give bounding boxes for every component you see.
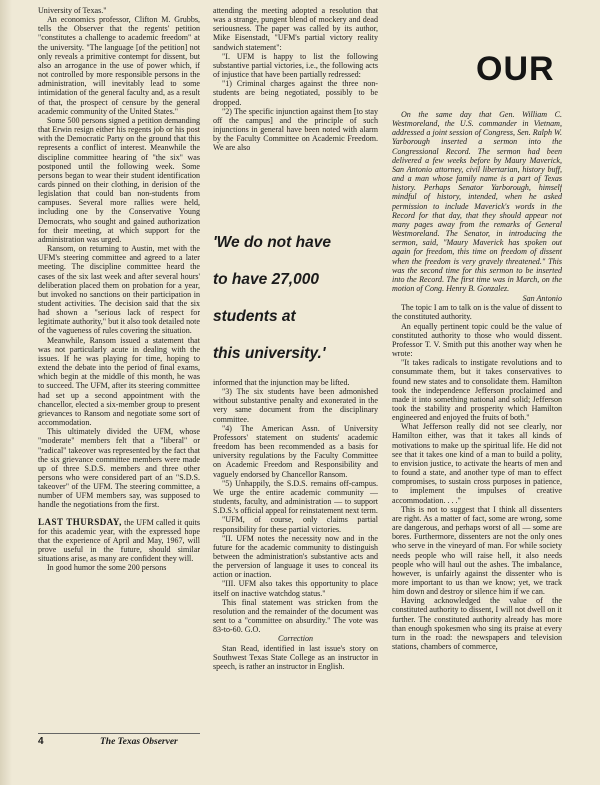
lead-in-text: LAST THURSDAY, xyxy=(38,516,122,527)
column-left xyxy=(38,6,200,741)
section-heading: OUR xyxy=(476,50,555,88)
paragraph: This is not to suggest that I think all dissenters are right. As a matter of fact, some are wrong, some are dangerous, and perhaps worst of all — some are bores. Furthermore, dissenters are not the only ones who serve in the vineyard of man. For while society needs people who will raise hell, it also needs people who will haul out the ashes. The imbalance, however, is unfairly against the dissenter who is more important to us than we know; yet, we track him down and destroy or silence him if we can. xyxy=(392,504,562,597)
paragraph: "5) Unhappily, the S.D.S. remains off-campus. We urge the entire academic community — students, faculty, and administration — to support S.D.S.'s official appeal for reinstatement next term. xyxy=(213,478,378,516)
paragraph: "2) The specific injunction against them [to stay off the campus] and the principle of such injunctions in general have been noted with alarm by the Faculty Committee on Academic Freedom. We are also xyxy=(213,106,378,153)
paragraph: What Jefferson really did not see clearly, nor Hamilton either, was that it takes all kinds of motivations to make up the spiritual life. He did not see that it takes one kind of a man to build a polity, to envision justice, to activate the hearts of men and to found a state, and another type of man to effect compromises, to sustain cross purposes in patience, to implement the impulses of creative accommodation. . . ." xyxy=(392,422,562,505)
correction-text: Stan Read, identified in last issue's story on Southwest Texas State College as an instructor in speech, is rather an instructor in English. xyxy=(213,643,378,671)
paragraph: "II. UFM notes the necessity now and in the future for the academic community to distinguish between the administration's substantive acts and the perversion of language it uses to conceal its action or inaction. xyxy=(213,533,378,580)
paragraph: "4) The American Assn. of University Professors' statement on students' academic freedom has been recommended as a basis for university regulations by the Faculty Committee on Academic Freedom and Responsibility and vaguely endorsed by Chancellor Ransom. xyxy=(213,423,378,479)
footer-rule xyxy=(38,733,200,734)
pull-quote-line: this university.' xyxy=(213,345,326,362)
paragraph: University of Texas." xyxy=(38,6,107,15)
paragraph: This ultimately divided the UFM, whose "moderate" members felt that a "liberal" or "radical" takeover was represented by the fact that the six grievance committee members were made up of three S.D.S. members and three other persons who were considered part of an "S.D.S. takeover" of the UFM. The steering committee, a number of UFM members say, was supposed to handle the negotiations from the first. xyxy=(38,427,200,510)
paragraph: Some 500 persons signed a petition demanding that Erwin resign either his regents job or his post with the Democratic Party on the ground that this represents a conflict of interest. Meanwhile the discipline committee hearing of "the six" was postponed until the following week. Some persons began to wear their student identification cards pinned on their clothing, in derision of the legislation that could ban non-students from campuses. Several more rallies were held, including one by the Conservative Young Democrats, who sought and gained authorization for their meeting, at which support for the administration was urged. xyxy=(38,115,200,244)
paragraph: "1) Criminal charges against the three non-students are being negotiated, possibly to be dropped. xyxy=(213,79,378,107)
paragraph: The topic I am to talk on is the value of dissent to the constituted authority. xyxy=(392,303,562,322)
paragraph: informed that the injunction may be lifted. xyxy=(213,378,350,387)
column-middle-bottom xyxy=(213,378,378,671)
paragraph: Having acknowledged the value of the constituted authority to dissent, I will not dwell on it further. The constituted authority already has more than enough spokesmen who sing its praise at every turn in the road: the newspapers and television stations, chambers of commerce, xyxy=(392,596,562,652)
pull-quote xyxy=(213,224,378,372)
pull-quote-line: 'We do not have xyxy=(213,234,331,251)
intro-paragraph: On the same day that Gen. William C. Westmoreland, the U.S. commander in Vietnam, addressed a joint session of Congress, Sen. Ralph W. Yarborough inserted a sermon into the Congressional Record. The sermon had been delivered a few weeks before by Maury Maverick, San Antonio attorney, civil libertarian, history buff, and a man whose family name is a part of Texas history. Perhaps Senator Yarborough, himself mindful of history, intended, when he asked permission to include Maverick's words in the Record for that day, that they should appear not many pages away from the remarks of General Westmoreland. The Senator, in introducing the sermon, said, "Maury Maverick has spoken out again for freedom, this time on freedom of dissent when the freedom is very gravely threatened." This was the second time for this sermon to be inserted into the Record. The first time was in March, on the motion of Cong. Henry B. Gonzalez. xyxy=(392,110,562,293)
paragraph: "3) The six students have been admonished without substantive penalty and exonerated in the very same document from the disciplinary committee. xyxy=(213,387,378,424)
paragraph: "I. UFM is happy to list the following substantive partial victories, i.e., the following acts of injustice that have been partially redressed: xyxy=(213,51,378,80)
paragraph: attending the meeting adopted a resolution that was a strange, pungent blend of mockery and dead seriousness. The paper was called by its author, Mike Eisenstadt, "UFM's partial victory reality sandwich statement": xyxy=(213,6,378,52)
paragraph: An equally pertinent topic could be the value of constituted authority to those who would dissent. Professor T. V. Smith put this another way when he wrote: xyxy=(392,321,562,359)
paragraph: "It takes radicals to instigate revolutions and to consummate them, but it takes conservatives to found new states and to consolidate them. Hamilton took the independence Jefferson proclaimed and made it into something national and solid; Jefferson took the stability and prosperity which Hamilton engineered and enjoyed the fruits of both." xyxy=(392,358,562,423)
paragraph: In good humor the some 200 persons xyxy=(47,563,167,573)
paragraph: Meanwhile, Ransom issued a statement that was not particularly acute in dealing with the issues. If he was playing for time, hoping to extend the debate into the period of final exams, which begin at the middle of this month, he was to succeed. The UFM, after its steering committee had set up a second appointment with the chancellor, elected a six-member group to present grievances to Ransom and negotiate some sort of accommodation. xyxy=(38,335,200,428)
paragraph-continuation: the UFM called it quits for this academic year, with the expressed hope that the experience of April and May, 1967, will prove useful in the future, should similar situations arise, as many are confident they will. xyxy=(38,517,200,564)
page-binding-shadow xyxy=(0,0,12,785)
paragraph: "UFM, of course, only claims partial responsibility for these partial victories. xyxy=(213,515,378,534)
paragraph: This final statement was stricken from the resolution and the remainder of the document was sent to a "committee on absurdity." The vote was 83-to-60. G.O. xyxy=(213,597,378,635)
paragraph: An economics professor, Clifton M. Grubbs, tells the Observer that the regents' petition "constitutes a challenge to academic freedom" at the university. "The language [of the petition] not only reveals a primitive contempt for dissent, but also an arrogance in the use of power which, if not controlled by more responsible persons in the administration, will inevitably lead to some intimidation of the general faculty and, as a result of that, the prospect of censure by the general academic community of the United States." xyxy=(38,15,200,116)
publication-name: The Texas Observer xyxy=(100,737,178,747)
column-right xyxy=(392,110,562,740)
paragraph: "III. UFM also takes this opportunity to place itself on inactive watchdog status." xyxy=(213,579,378,598)
column-middle-top xyxy=(213,6,378,216)
correction-heading: Correction xyxy=(277,634,314,644)
byline-location: San Antonio xyxy=(522,294,562,304)
column-middle xyxy=(213,6,378,741)
page-number: 4 xyxy=(38,736,44,747)
pull-quote-line: students at xyxy=(213,308,296,325)
pull-quote-line: to have 27,000 xyxy=(213,271,319,288)
paragraph-lead xyxy=(38,518,200,564)
paragraph: Ransom, on returning to Austin, met with the UFM's steering committee and agreed to a later meeting. The discipline committee heard the cases of the six last week and after several hours' deliberation placed them on probation for a year, but invoked no sanctions on their participation in student activities. The decision said that the six had shown a "serious lack of respect for legitimate authority," but it also took detailed note of the vagueness of rules covering the situation. xyxy=(38,244,200,336)
